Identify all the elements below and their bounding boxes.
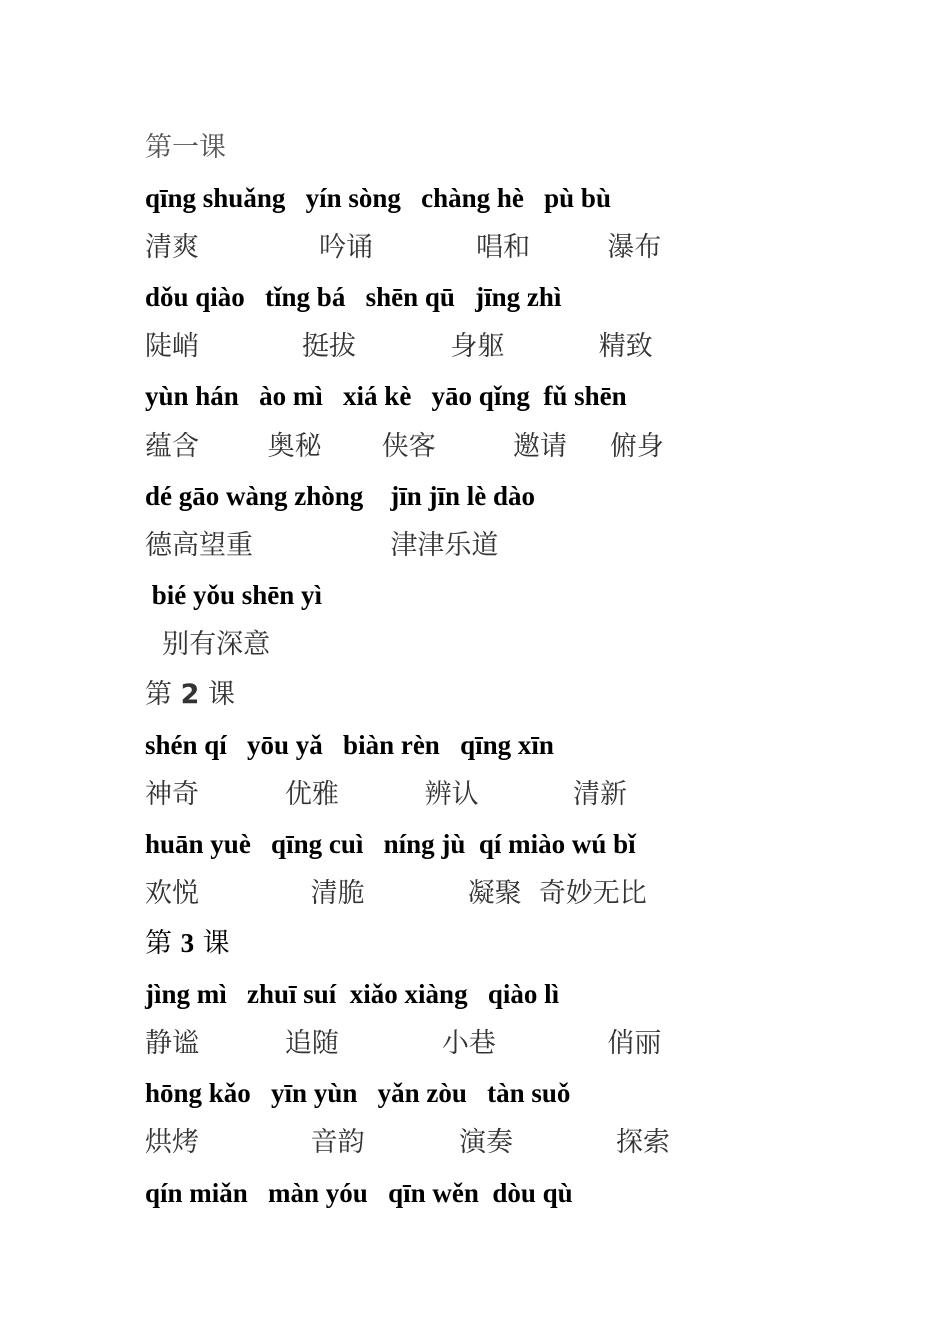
hanzi-line: 清爽 吟诵 唱和 瀑布 [145,232,662,263]
pinyin-line: huān yuè qīng cuì níng jù qí miào wú bǐ [145,829,636,859]
pinyin-line: jìng mì zhuī suí xiǎo xiàng qiào lì [145,979,560,1009]
pinyin-line: bié yǒu shēn yì [145,580,323,610]
hanzi-line: 静谧 追随 小巷 俏丽 [145,1028,662,1059]
lesson-3-title-number: 3 [180,928,195,958]
lesson-2-title [145,681,235,708]
pinyin-line: yùn hán ào mì xiá kè yāo qǐng fǔ shēn [145,381,627,411]
lesson-2-title-prefix: 第 [145,679,181,710]
hanzi-line: 别有深意 [145,629,271,660]
hanzi-line: 德高望重 津津乐道 [145,530,499,561]
lesson-1-title: 第一课 [145,132,226,163]
lesson-3-title [145,930,230,957]
lesson-2-title-suffix: 课 [199,679,235,710]
hanzi-line: 蕴含 奥秘 侠客 邀请 俯身 [145,431,664,462]
pinyin-line: dé gāo wàng zhòng jīn jīn lè dào [145,481,536,511]
pinyin-line: shén qí yōu yǎ biàn rèn qīng xīn [145,730,554,760]
pinyin-line: qín miǎn màn yóu qīn wěn dòu qù [145,1178,573,1208]
pinyin-line: qīng shuǎng yín sòng chàng hè pù bù [145,183,611,213]
lesson-2-title-number: 2 [180,679,200,710]
pinyin-line: hōng kǎo yīn yùn yǎn zòu tàn suǒ [145,1078,571,1108]
hanzi-line: 陡峭 挺拔 身躯 精致 [145,331,653,362]
lesson-3-title-prefix: 第 [145,928,181,959]
hanzi-line: 欢悦 清脆 凝聚 奇妙无比 [145,878,647,909]
hanzi-line: 神奇 优雅 辨认 清新 [145,779,628,810]
pinyin-line: dǒu qiào tǐng bá shēn qū jīng zhì [145,282,562,312]
lesson-3-title-suffix: 课 [194,928,230,959]
hanzi-line: 烘烤 音韵 演奏 探索 [145,1127,670,1158]
